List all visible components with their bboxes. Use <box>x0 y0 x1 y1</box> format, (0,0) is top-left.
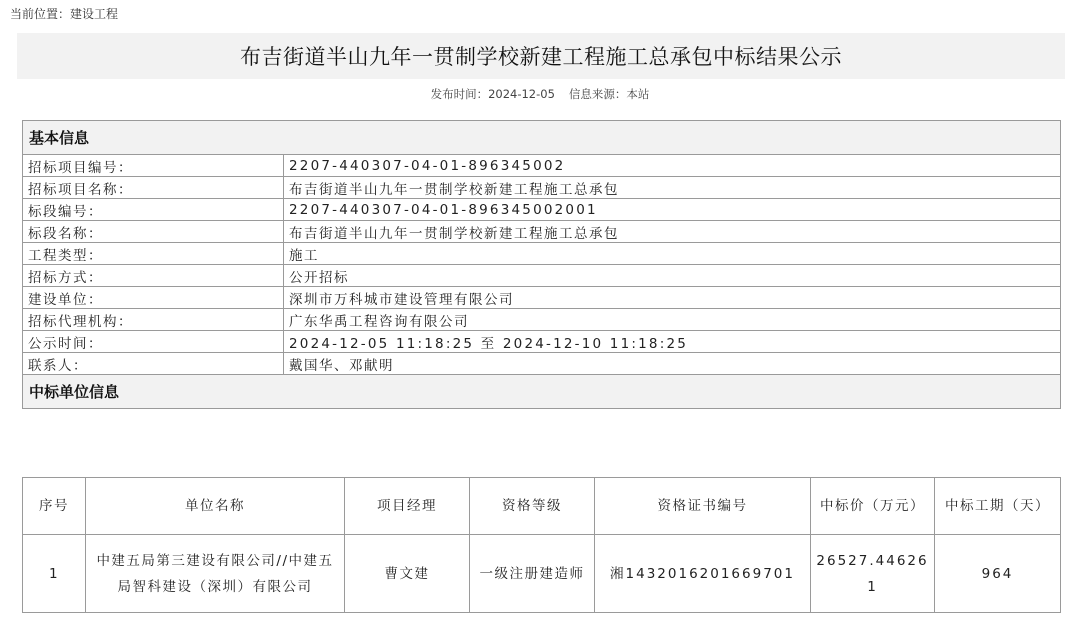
basic-info-heading: 基本信息 <box>23 121 1061 155</box>
row-label: 招标项目名称： <box>23 177 284 199</box>
table-row <box>23 353 1061 375</box>
table-row <box>23 309 1061 331</box>
col-header-company: 单位名称 <box>86 478 345 535</box>
cell-company: 中建五局第三建设有限公司//中建五局智科建设（深圳）有限公司 <box>86 535 345 613</box>
basic-info-table <box>22 120 1061 409</box>
row-value: 广东华禹工程咨询有限公司 <box>284 309 1061 331</box>
row-value: 2207-440307-04-01-896345002 <box>284 155 1061 177</box>
cell-index: 1 <box>23 535 86 613</box>
winner-info-heading: 中标单位信息 <box>23 375 1061 409</box>
col-header-duration: 中标工期（天） <box>935 478 1061 535</box>
table-row <box>23 243 1061 265</box>
col-header-certificate: 资格证书编号 <box>595 478 811 535</box>
table-row <box>23 177 1061 199</box>
col-header-price: 中标价（万元） <box>811 478 935 535</box>
row-value: 布吉街道半山九年一贯制学校新建工程施工总承包 <box>284 177 1061 199</box>
page-title: 布吉街道半山九年一贯制学校新建工程施工总承包中标结果公示 <box>240 45 842 69</box>
table-row <box>23 221 1061 243</box>
publish-time: 发布时间：2024-12-05 <box>430 87 555 101</box>
row-value: 2207-440307-04-01-896345002001 <box>284 199 1061 221</box>
row-value: 施工 <box>284 243 1061 265</box>
publish-meta <box>0 86 1080 102</box>
info-source: 信息来源：本站 <box>568 87 650 101</box>
cell-duration: 964 <box>935 535 1061 613</box>
row-label: 标段名称： <box>23 221 284 243</box>
title-bar <box>17 33 1065 79</box>
row-label: 联系人： <box>23 353 284 375</box>
row-label: 工程类型： <box>23 243 284 265</box>
col-header-index: 序号 <box>23 478 86 535</box>
col-header-manager: 项目经理 <box>345 478 470 535</box>
cell-manager: 曹文建 <box>345 535 470 613</box>
cell-certificate: 湘1432016201669701 <box>595 535 811 613</box>
row-value: 布吉街道半山九年一贯制学校新建工程施工总承包 <box>284 221 1061 243</box>
row-value: 2024-12-05 11:18:25 至 2024-12-10 11:18:25 <box>284 331 1061 353</box>
row-label: 招标项目编号： <box>23 155 284 177</box>
cell-qualification: 一级注册建造师 <box>470 535 595 613</box>
breadcrumb: 当前位置：建设工程 <box>10 7 119 21</box>
table-row <box>23 265 1061 287</box>
row-label: 招标代理机构： <box>23 309 284 331</box>
table-row <box>23 287 1061 309</box>
table-header-row <box>23 478 1061 535</box>
table-row <box>23 535 1061 613</box>
row-value: 公开招标 <box>284 265 1061 287</box>
row-label: 公示时间： <box>23 331 284 353</box>
row-value: 深圳市万科城市建设管理有限公司 <box>284 287 1061 309</box>
row-label: 招标方式： <box>23 265 284 287</box>
row-value: 戴国华、邓献明 <box>284 353 1061 375</box>
winner-table <box>22 477 1061 613</box>
table-row <box>23 199 1061 221</box>
cell-price: 26527.446261 <box>811 535 935 613</box>
col-header-qualification: 资格等级 <box>470 478 595 535</box>
row-label: 标段编号： <box>23 199 284 221</box>
row-label: 建设单位： <box>23 287 284 309</box>
table-row <box>23 155 1061 177</box>
table-row <box>23 331 1061 353</box>
